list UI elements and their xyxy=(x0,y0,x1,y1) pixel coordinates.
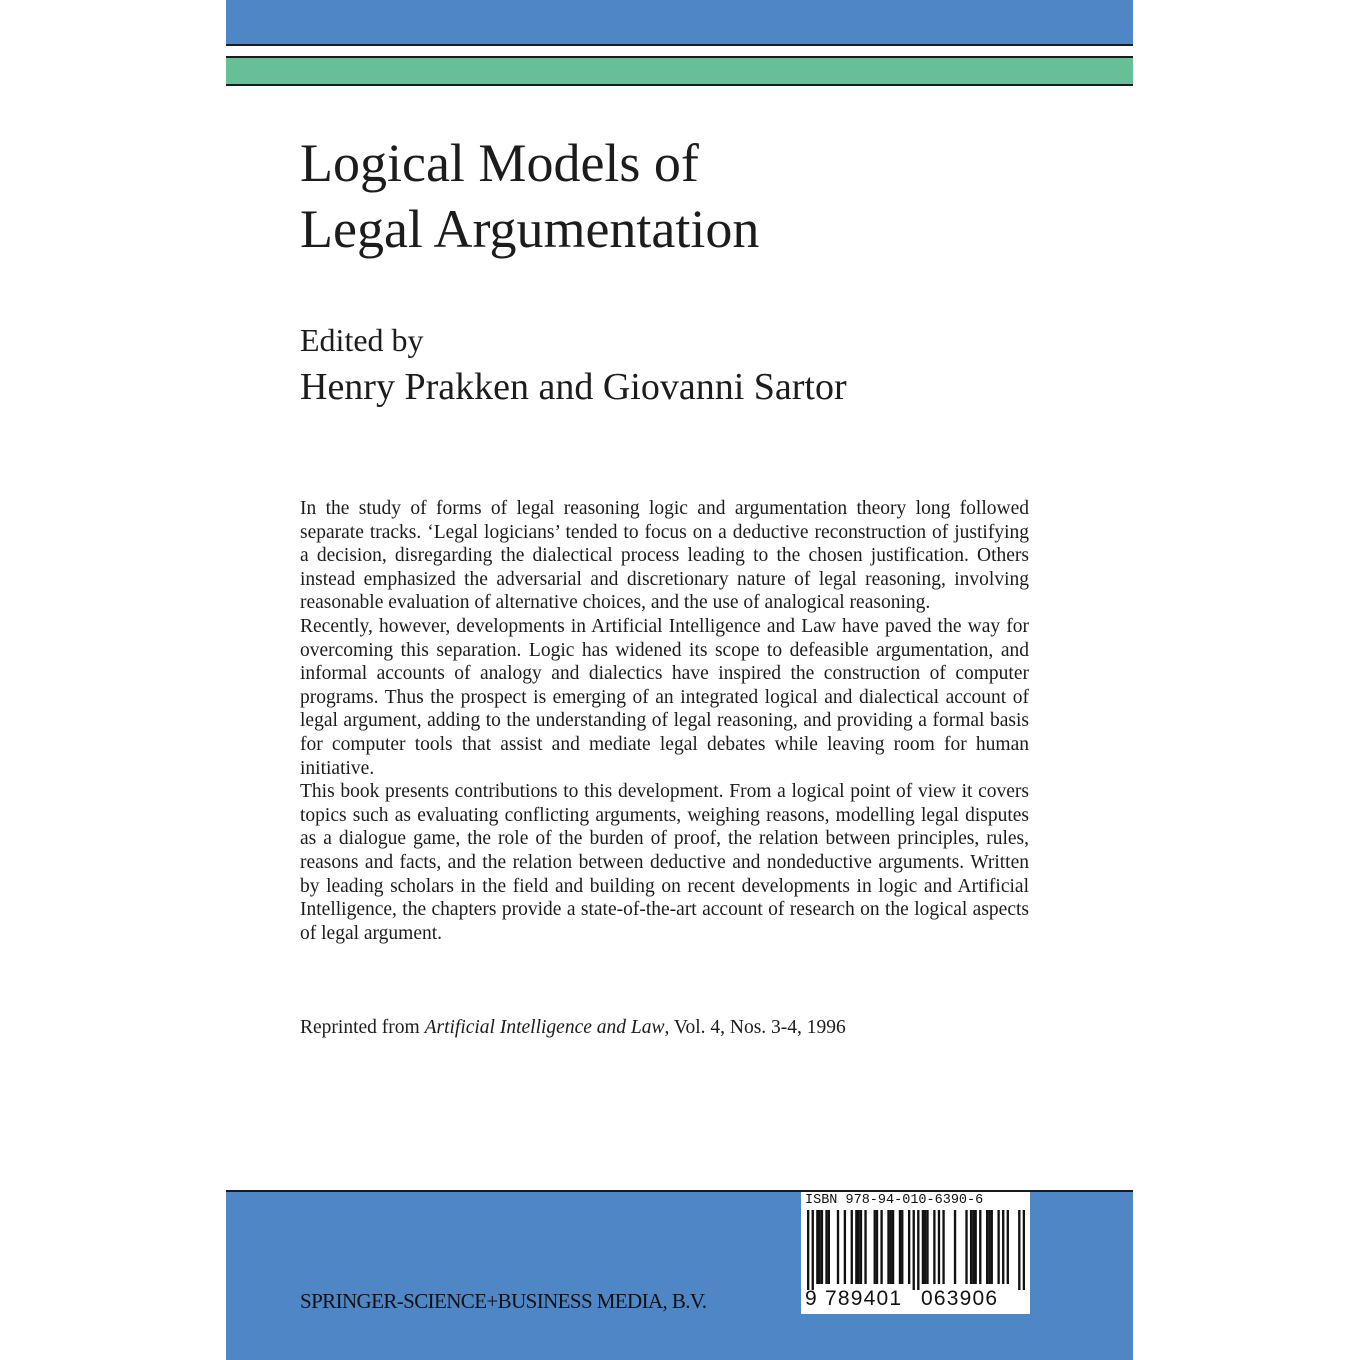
barcode-bar xyxy=(812,1210,814,1290)
barcode-digit-first: 9 xyxy=(805,1287,817,1310)
barcode-bar xyxy=(864,1210,866,1284)
publisher-name: SPRINGER-SCIENCE+BUSINESS MEDIA, B.V. xyxy=(300,1289,707,1313)
description-paragraph-1: In the study of forms of legal reasoning logic and argumentation theory long followed separate tracks. ‘Legal logicians’ tended to focus on a deductive reconstruction of justifying a decision, disregarding the dialectical process leading to the chosen justification. Others instead emphasized the adversarial and discretionary nature of legal reasoning, involving reasonable evaluation of alternative choices, and the use of analogical reasoning. xyxy=(300,498,1029,614)
barcode-bar xyxy=(1007,1210,1009,1284)
barcode-bar xyxy=(970,1210,972,1284)
book-description xyxy=(300,497,1029,945)
barcode-bar xyxy=(975,1210,977,1284)
title-line-2: Legal Argumentation xyxy=(300,199,760,259)
barcode-bar xyxy=(1023,1210,1025,1290)
barcode-bar xyxy=(880,1210,882,1284)
barcode-bar xyxy=(887,1210,889,1284)
barcode-bar xyxy=(821,1210,823,1284)
barcode-bar xyxy=(855,1210,857,1284)
book-back-cover xyxy=(226,0,1133,1360)
edited-by-label: Edited by xyxy=(300,322,424,358)
description-paragraph-2: Recently, however, developments in Artificial Intelligence and Law have paved the way for overcoming this separation. Logic has widened its scope to defeasible argumentation, and informal accounts of analogy and dialectics have inspired the construction of computer programs. Thus the prospect is emerging of an integrated logical and dialectical account of legal argument, adding to the understanding of legal reasoning, and providing a formal basis for computer tools that assist and mediate legal debates while leaving room for human initiative. xyxy=(300,615,1029,779)
barcode-bar xyxy=(917,1210,919,1290)
reprint-journal: Artificial Intelligence and Law xyxy=(424,1017,665,1038)
barcode-bars-graphic xyxy=(807,1210,1025,1290)
barcode-bar xyxy=(1018,1210,1020,1290)
book-title xyxy=(300,130,1080,262)
barcode-bar xyxy=(807,1210,809,1290)
barcode-bar xyxy=(908,1210,910,1284)
barcode-bar xyxy=(997,1210,999,1284)
barcode-bar xyxy=(892,1210,894,1284)
editors-names: Henry Prakken and Giovanni Sartor xyxy=(300,366,847,408)
barcode-bar xyxy=(979,1210,981,1284)
barcode-digits-right: 063906 xyxy=(921,1287,999,1310)
barcode-bar xyxy=(901,1210,903,1284)
barcode-bar xyxy=(991,1210,993,1284)
isbn-barcode xyxy=(801,1192,1030,1314)
barcode-bar xyxy=(1002,1210,1004,1284)
barcode-bar xyxy=(825,1210,827,1284)
isbn-label: ISBN 978-94-010-6390-6 xyxy=(805,1193,984,1208)
reprint-note xyxy=(300,1016,1060,1040)
barcode-bar xyxy=(899,1210,901,1284)
barcode-bar xyxy=(988,1210,990,1284)
reprint-prefix: Reprinted from xyxy=(300,1017,425,1038)
barcode-bar xyxy=(913,1210,915,1290)
barcode-bar xyxy=(942,1210,944,1284)
description-paragraph-3: This book presents contributions to this development. From a logical point of view it covers topics such as evaluating conflicting arguments, weighing reasons, modelling legal disputes as a dialogue game, the role of the burden of proof, the relation between principles, rules, reasons and facts, and the relation between deductive and nondeductive arguments. Written by leading scholars in the field and building on recent developments in logic and Artificial Intelligence, the chapters provide a state-of-the-art account of research on the logical aspects of legal argument. xyxy=(300,781,1029,944)
barcode-digits-left: 789401 xyxy=(825,1287,903,1310)
barcode-bar xyxy=(924,1210,926,1284)
top-rule xyxy=(226,44,1133,46)
title-line-1: Logical Models of xyxy=(300,133,699,193)
barcode-bar xyxy=(986,1210,988,1284)
barcode-bar xyxy=(816,1210,818,1284)
barcode-bar xyxy=(857,1210,859,1284)
barcode-bar xyxy=(851,1210,853,1284)
barcode-bar xyxy=(828,1210,830,1284)
top-blue-band xyxy=(226,0,1133,44)
barcode-bar xyxy=(837,1210,839,1284)
barcode-bar xyxy=(972,1210,974,1284)
reprint-suffix: , Vol. 4, Nos. 3-4, 1996 xyxy=(664,1017,846,1038)
barcode-bar xyxy=(860,1210,862,1284)
barcode-bar xyxy=(844,1210,846,1284)
barcode-bar xyxy=(818,1210,820,1284)
barcode-bar xyxy=(874,1210,876,1284)
barcode-bar xyxy=(876,1210,878,1284)
barcode-bar xyxy=(933,1210,935,1284)
barcode-bar xyxy=(922,1210,924,1284)
barcode-bar xyxy=(926,1210,928,1284)
top-green-band xyxy=(226,56,1133,86)
barcode-bar xyxy=(965,1210,967,1284)
barcode-bar xyxy=(890,1210,892,1284)
barcode-bar xyxy=(938,1210,940,1284)
barcode-bar xyxy=(954,1210,956,1284)
